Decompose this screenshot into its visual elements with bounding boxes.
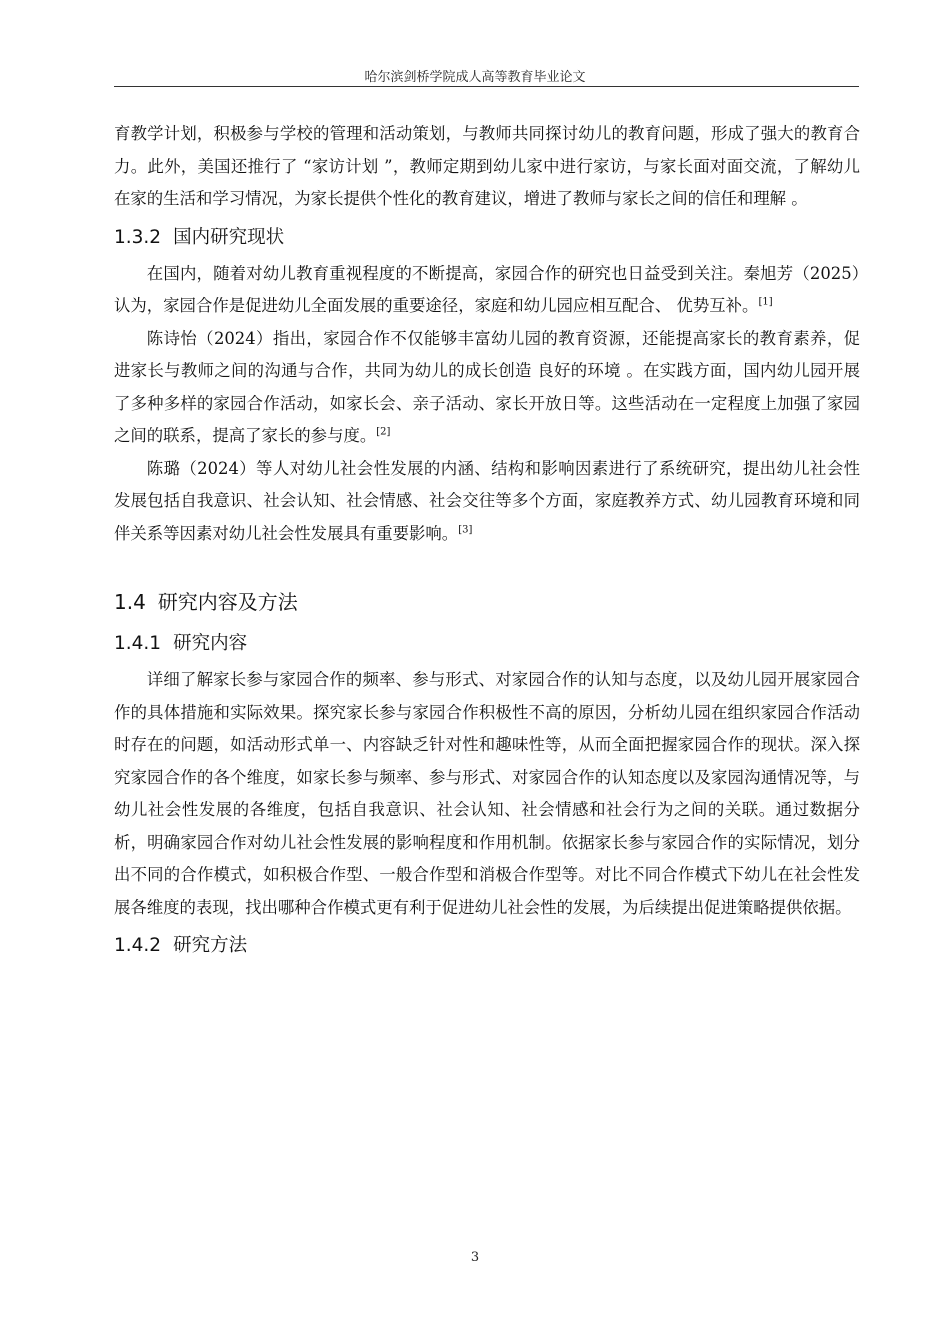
paragraph-domestic-chen-lu (114, 453, 860, 551)
paragraph-text: 陈璐（2024）等人对幼儿社会性发展的内涵、结构和影响因素进行了系统研究，提出幼儿社会性发展包括自我意识、社会认知、社会情感、社会交往等多个方面，家庭教养方式、幼儿园教育环境和同伴关系等因素对幼儿社会性发展具有重要影响。 (114, 458, 860, 543)
heading-1-4-2 (114, 930, 860, 962)
citation-marker: [2] (376, 426, 391, 438)
paragraph-research-content: 详细了解家长参与家园合作的频率、参与形式、对家园合作的认知与态度，以及幼儿园开展家园合作的具体措施和实际效果。探究家长参与家园合作积极性不高的原因，分析幼儿园在组织家园合作活动时存在的问题，如活动形式单一、内容缺乏针对性和趣味性等，从而全面把握家园合作的现状。深入探究家园合作的各个维度，如家长参与频率、参与形式、对家园合作的认知态度以及家园沟通情况等，与幼儿社会性发展的各维度，包括自我意识、社会认知、社会情感和社会行为之间的关联。通过数据分析，明确家园合作对幼儿社会性发展的影响程度和作用机制。依据家长参与家园合作的实际情况，划分出不同的合作模式，如积极合作型、一般合作型和消极合作型等。对比不同合作模式下幼儿在社会性发展各维度的表现，找出哪种合作模式更有利于促进幼儿社会性的发展，为后续提出促进策略提供依据。 (114, 670, 860, 917)
heading-text: 国内研究现状 (173, 226, 285, 248)
header-divider (114, 86, 859, 87)
citation-marker: [1] (758, 296, 773, 308)
paragraph-text: 在国内，随着对幼儿教育重视程度的不断提高，家园合作的研究也日益受到关注。秦旭芳（2025）认为，家园合作是促进幼儿全面发展的重要途径，家庭和幼儿园应相互配合、 优势互补。 (114, 263, 860, 315)
running-header: 哈尔滨剑桥学院成人高等教育毕业论文 (364, 70, 586, 85)
paragraph-text: 陈诗怡（2024）指出，家园合作不仅能够丰富幼儿园的教育资源，还能提高家长的教育素养，促进家长与教师之间的沟通与合作，共同为幼儿的成长创造 良好的环境 。在实践方面，国内幼儿园开展了多种多样的家园合作活动，如家长会、亲子活动、家长开放日等。这些活动在一定程度上加强了家园之间的联系，提高了家长的参与度。 (114, 328, 860, 445)
paragraph-intro: 育教学计划，积极参与学校的管理和活动策划，与教师共同探讨幼儿的教育问题，形成了强大的教育合力。此外，美国还推行了 “家访计划 ”，教师定期到幼儿家中进行家访，与家长面对面交流，了解幼儿在家的生活和学习情况，为家长提供个性化的教育建议，增进了教师与家长之间的信任和理解 。 (114, 124, 860, 208)
heading-number: 1.4.2 (114, 935, 162, 956)
heading-text: 研究方法 (173, 935, 248, 956)
heading-text: 研究内容及方法 (157, 590, 298, 614)
paragraph-domestic-chen-shiyi (114, 323, 860, 453)
heading-1-4-1 (114, 628, 860, 660)
citation-marker: [3] (458, 524, 473, 536)
heading-text: 研究内容 (173, 633, 248, 654)
page-number: 3 (470, 1250, 480, 1265)
paragraph-domestic-qin (114, 258, 860, 323)
heading-number: 1.4 (114, 590, 146, 614)
heading-number: 1.3.2 (114, 226, 162, 248)
heading-1-4 (114, 584, 860, 620)
heading-number: 1.4.1 (114, 633, 162, 654)
heading-1-3-2 (114, 222, 860, 254)
page-body (114, 118, 860, 966)
